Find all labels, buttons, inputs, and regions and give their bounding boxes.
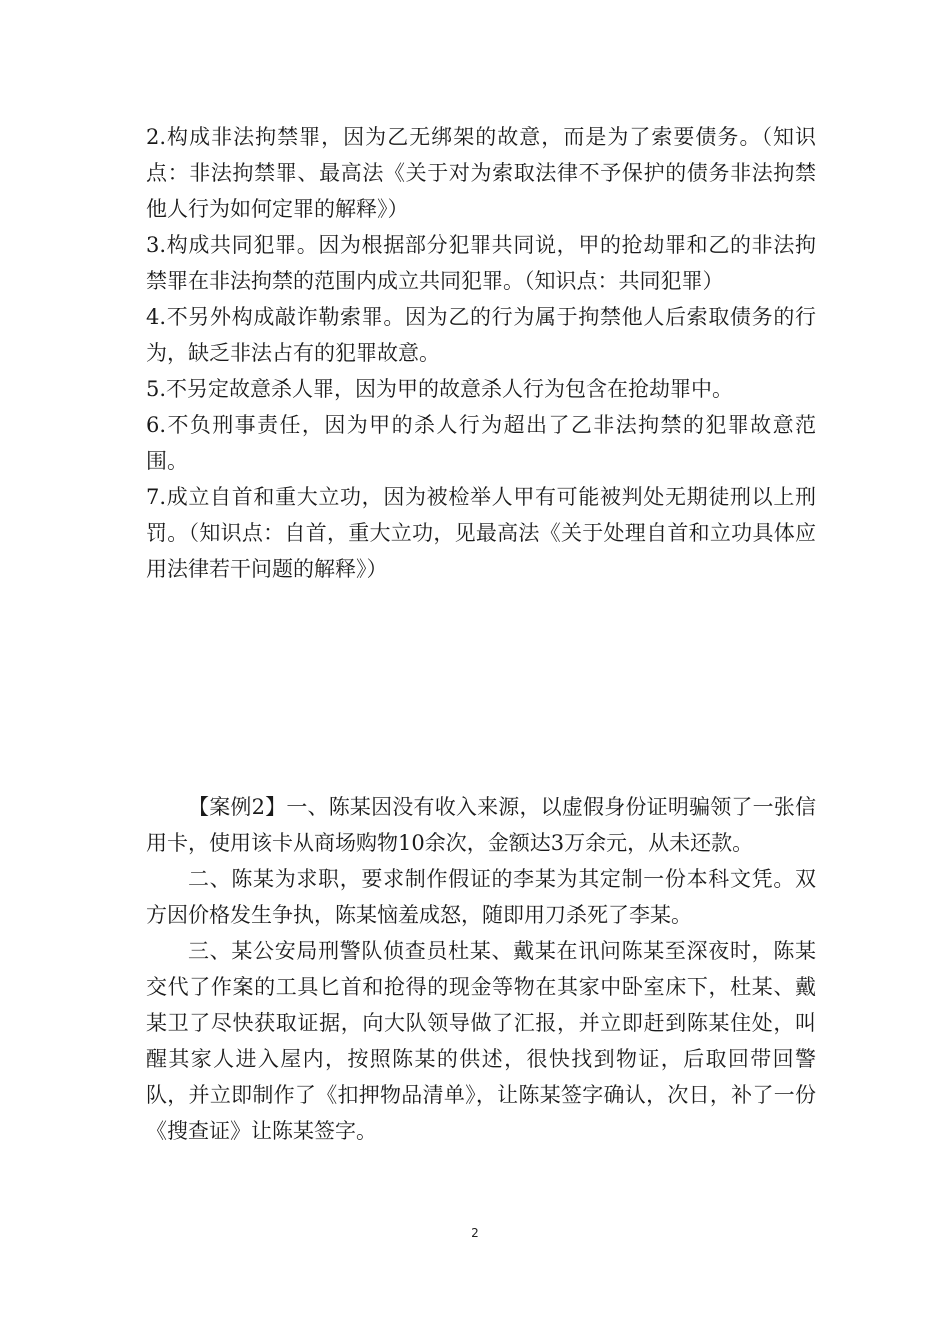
answer-item-3: 3.构成共同犯罪。因为根据部分犯罪共同说，甲的抢劫罪和乙的非法拘禁罪在非法拘禁的范围内成立共同犯罪。（知识点：共同犯罪） xyxy=(146,233,816,293)
answer-item-4: 4.不另外构成敲诈勒索罪。因为乙的行为属于拘禁他人后索取债务的行为，缺乏非法占有的犯罪故意。 xyxy=(146,305,816,365)
case-2-section xyxy=(146,789,816,1149)
answer-list xyxy=(146,119,816,587)
answer-item-7: 7.成立自首和重大立功，因为被检举人甲有可能被判处无期徒刑以上刑罚。（知识点：自首，重大立功，见最高法《关于处理自首和立功具体应用法律若干问题的解释》） xyxy=(146,485,816,581)
answer-item-2: 2.构成非法拘禁罪，因为乙无绑架的故意，而是为了索要债务。（知识点：非法拘禁罪、最高法《关于对为索取法律不予保护的债务非法拘禁他人行为如何定罪的解释》） xyxy=(146,125,816,221)
page-number: 2 xyxy=(471,1226,479,1240)
case-2-paragraph-2: 二、陈某为求职，要求制作假证的李某为其定制一份本科文凭。双方因价格发生争执，陈某恼羞成怒，随即用刀杀死了李某。 xyxy=(146,867,816,927)
case-2-paragraph-1: 【案例2】一、陈某因没有收入来源，以虚假身份证明骗领了一张信用卡，使用该卡从商场购物10余次，金额达3万余元，从未还款。 xyxy=(146,795,816,855)
case-2-paragraph-3: 三、某公安局刑警队侦查员杜某、戴某在讯问陈某至深夜时，陈某交代了作案的工具匕首和抢得的现金等物在其家中卧室床下，杜某、戴某卫了尽快获取证据，向大队领导做了汇报，并立即赶到陈某住处，叫醒其家人进入屋内，按照陈某的供述，很快找到物证，后取回带回警队，并立即制作了《扣押物品清单》，让陈某签字确认，次日，补了一份《搜查证》让陈某签字。 xyxy=(146,939,816,1143)
answer-item-5: 5.不另定故意杀人罪，因为甲的故意杀人行为包含在抢劫罪中。 xyxy=(146,377,734,401)
answer-item-6: 6.不负刑事责任，因为甲的杀人行为超出了乙非法拘禁的犯罪故意范围。 xyxy=(146,413,816,473)
